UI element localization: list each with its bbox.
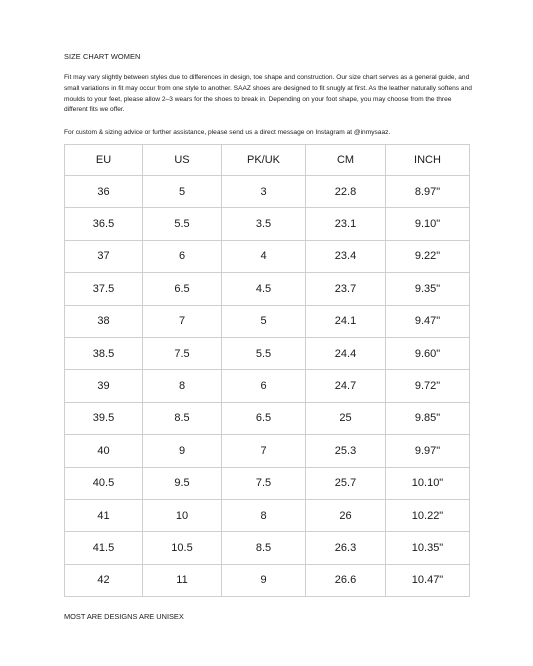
table-row	[65, 337, 470, 369]
cell-cm: 23.7	[306, 273, 386, 305]
cell-us: 8.5	[143, 402, 222, 434]
table-body	[65, 176, 470, 597]
size-chart-table	[64, 144, 470, 597]
cell-pk-uk: 7	[222, 435, 306, 467]
cell-eu: 39.5	[65, 402, 143, 434]
cell-eu: 36	[65, 176, 143, 208]
table-row	[65, 208, 470, 240]
cell-eu: 41	[65, 499, 143, 531]
cell-us: 6.5	[143, 273, 222, 305]
cell-cm: 25.3	[306, 435, 386, 467]
cell-us: 9	[143, 435, 222, 467]
cell-eu: 40	[65, 435, 143, 467]
table-row	[65, 176, 470, 208]
table-row	[65, 273, 470, 305]
header-pk-uk: PK/UK	[222, 145, 306, 176]
cell-inch: 9.22"	[386, 240, 470, 272]
cell-inch: 9.85"	[386, 402, 470, 434]
table-row	[65, 532, 470, 564]
cell-inch: 10.35"	[386, 532, 470, 564]
table-row	[65, 435, 470, 467]
cell-us: 10.5	[143, 532, 222, 564]
cell-pk-uk: 3.5	[222, 208, 306, 240]
cell-eu: 39	[65, 370, 143, 402]
cell-inch: 9.60"	[386, 337, 470, 369]
intro-paragraph: Fit may vary slightly between styles due to differences in design, toe shape and construction. Our size chart serves as a general guide, and small variations in fit may occur from one style to another. SAAZ shoes are designed to fit snugly at first. As the leather naturally softens and moulds to your feet, please allow 2–3 wears for the shoes to break in. Depending on your foot shape, you may choose from the three different fits we offer.	[64, 74, 472, 114]
cell-eu: 38.5	[65, 337, 143, 369]
cell-pk-uk: 7.5	[222, 467, 306, 499]
table-header-row	[65, 145, 470, 176]
cell-cm: 22.8	[306, 176, 386, 208]
table-row	[65, 564, 470, 596]
cell-cm: 24.1	[306, 305, 386, 337]
cell-inch: 8.97"	[386, 176, 470, 208]
cell-eu: 41.5	[65, 532, 143, 564]
cell-pk-uk: 9	[222, 564, 306, 596]
cell-inch: 10.22"	[386, 499, 470, 531]
cell-cm: 26.6	[306, 564, 386, 596]
cell-cm: 26.3	[306, 532, 386, 564]
cell-eu: 36.5	[65, 208, 143, 240]
cell-us: 6	[143, 240, 222, 272]
table-row	[65, 402, 470, 434]
header-eu: EU	[65, 145, 143, 176]
cell-us: 7.5	[143, 337, 222, 369]
cell-eu: 38	[65, 305, 143, 337]
cell-us: 7	[143, 305, 222, 337]
header-us: US	[143, 145, 222, 176]
cell-eu: 37	[65, 240, 143, 272]
cell-us: 5	[143, 176, 222, 208]
footer-note: MOST ARE DESIGNS ARE UNISEX	[64, 612, 184, 621]
table-row	[65, 467, 470, 499]
cell-us: 8	[143, 370, 222, 402]
cell-eu: 42	[65, 564, 143, 596]
table-row	[65, 499, 470, 531]
cell-cm: 25.7	[306, 467, 386, 499]
table-row	[65, 305, 470, 337]
cell-pk-uk: 8.5	[222, 532, 306, 564]
cell-inch: 10.47"	[386, 564, 470, 596]
contact-paragraph: For custom & sizing advice or further assistance, please send us a direct message on Instagram at @inmysaaz.	[64, 129, 391, 136]
cell-pk-uk: 8	[222, 499, 306, 531]
table-row	[65, 240, 470, 272]
cell-inch: 9.97"	[386, 435, 470, 467]
cell-pk-uk: 3	[222, 176, 306, 208]
cell-inch: 9.35"	[386, 273, 470, 305]
cell-pk-uk: 6.5	[222, 402, 306, 434]
cell-cm: 24.4	[306, 337, 386, 369]
cell-eu: 40.5	[65, 467, 143, 499]
cell-inch: 10.10"	[386, 467, 470, 499]
cell-pk-uk: 6	[222, 370, 306, 402]
cell-inch: 9.10"	[386, 208, 470, 240]
cell-cm: 23.1	[306, 208, 386, 240]
header-inch: INCH	[386, 145, 470, 176]
cell-us: 5.5	[143, 208, 222, 240]
cell-cm: 23.4	[306, 240, 386, 272]
cell-us: 9.5	[143, 467, 222, 499]
cell-us: 10	[143, 499, 222, 531]
cell-cm: 26	[306, 499, 386, 531]
table-row	[65, 370, 470, 402]
cell-inch: 9.47"	[386, 305, 470, 337]
cell-pk-uk: 5.5	[222, 337, 306, 369]
cell-inch: 9.72"	[386, 370, 470, 402]
cell-pk-uk: 4.5	[222, 273, 306, 305]
page-title: SIZE CHART WOMEN	[64, 52, 141, 61]
header-cm: CM	[306, 145, 386, 176]
cell-pk-uk: 4	[222, 240, 306, 272]
cell-pk-uk: 5	[222, 305, 306, 337]
cell-cm: 24.7	[306, 370, 386, 402]
cell-eu: 37.5	[65, 273, 143, 305]
cell-cm: 25	[306, 402, 386, 434]
cell-us: 11	[143, 564, 222, 596]
